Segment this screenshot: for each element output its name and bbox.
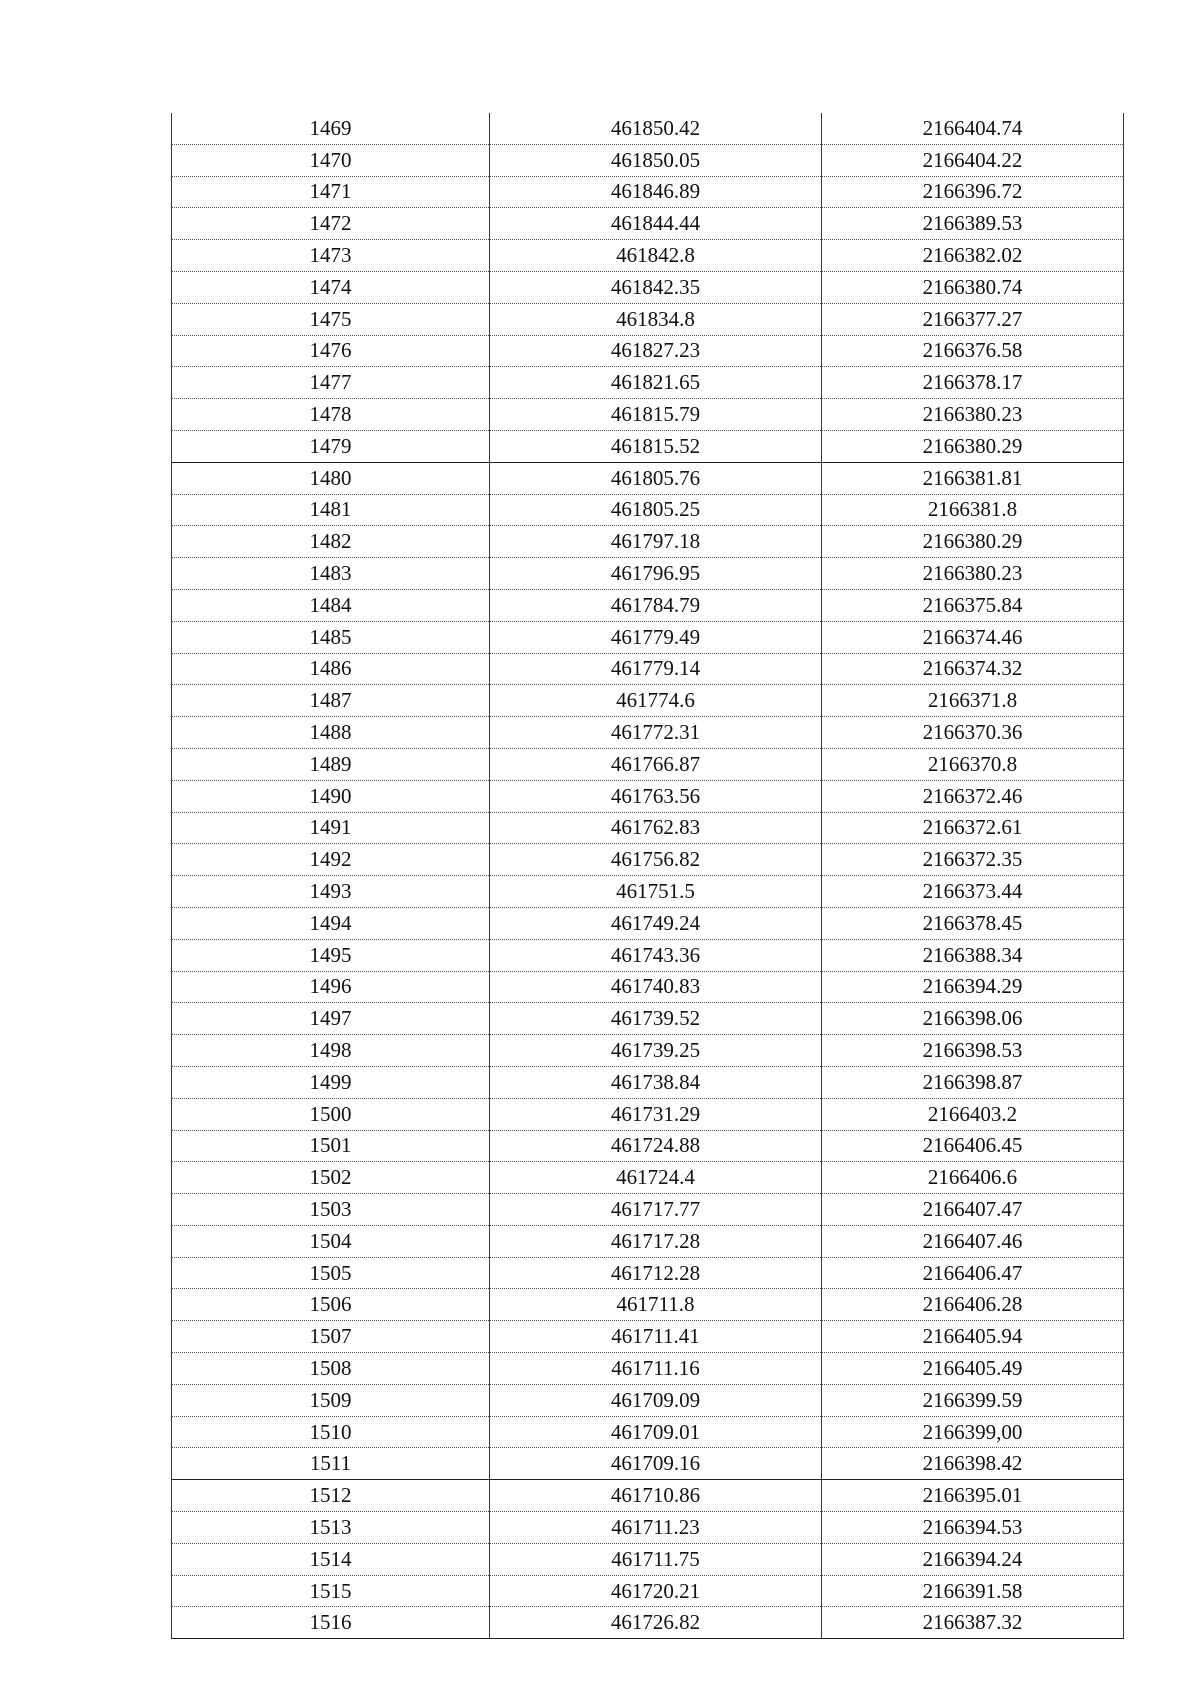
y-coordinate-cell: 2166407.47 bbox=[822, 1194, 1124, 1226]
x-coordinate-cell: 461844.44 bbox=[490, 208, 822, 240]
table-row bbox=[172, 907, 1124, 939]
point-number-cell: 1483 bbox=[172, 558, 490, 590]
point-number-cell: 1484 bbox=[172, 589, 490, 621]
point-number-cell: 1487 bbox=[172, 685, 490, 717]
y-coordinate-cell: 2166398.87 bbox=[822, 1066, 1124, 1098]
y-coordinate-cell: 2166382.02 bbox=[822, 240, 1124, 272]
y-coordinate-cell: 2166399.59 bbox=[822, 1384, 1124, 1416]
table-row bbox=[172, 1353, 1124, 1385]
table-row bbox=[172, 1321, 1124, 1353]
table-row bbox=[172, 1003, 1124, 1035]
x-coordinate-cell: 461711.75 bbox=[490, 1543, 822, 1575]
y-coordinate-cell: 2166398.06 bbox=[822, 1003, 1124, 1035]
y-coordinate-cell: 2166372.46 bbox=[822, 780, 1124, 812]
y-coordinate-cell: 2166380.23 bbox=[822, 399, 1124, 431]
table-row bbox=[172, 717, 1124, 749]
table-row bbox=[172, 176, 1124, 208]
x-coordinate-cell: 461815.52 bbox=[490, 430, 822, 462]
x-coordinate-cell: 461709.16 bbox=[490, 1448, 822, 1480]
x-coordinate-cell: 461762.83 bbox=[490, 812, 822, 844]
point-number-cell: 1490 bbox=[172, 780, 490, 812]
y-coordinate-cell: 2166380.74 bbox=[822, 271, 1124, 303]
point-number-cell: 1491 bbox=[172, 812, 490, 844]
point-number-cell: 1482 bbox=[172, 526, 490, 558]
point-number-cell: 1472 bbox=[172, 208, 490, 240]
x-coordinate-cell: 461739.52 bbox=[490, 1003, 822, 1035]
point-number-cell: 1477 bbox=[172, 367, 490, 399]
point-number-cell: 1516 bbox=[172, 1607, 490, 1639]
y-coordinate-cell: 2166374.32 bbox=[822, 653, 1124, 685]
x-coordinate-cell: 461739.25 bbox=[490, 1035, 822, 1067]
y-coordinate-cell: 2166387.32 bbox=[822, 1607, 1124, 1639]
x-coordinate-cell: 461805.25 bbox=[490, 494, 822, 526]
table-row bbox=[172, 1194, 1124, 1226]
point-number-cell: 1475 bbox=[172, 303, 490, 335]
y-coordinate-cell: 2166404.74 bbox=[822, 113, 1124, 144]
y-coordinate-cell: 2166398.42 bbox=[822, 1448, 1124, 1480]
y-coordinate-cell: 2166405.94 bbox=[822, 1321, 1124, 1353]
point-number-cell: 1510 bbox=[172, 1416, 490, 1448]
point-number-cell: 1504 bbox=[172, 1225, 490, 1257]
table-row bbox=[172, 1448, 1124, 1480]
x-coordinate-cell: 461743.36 bbox=[490, 939, 822, 971]
x-coordinate-cell: 461821.65 bbox=[490, 367, 822, 399]
table-row bbox=[172, 876, 1124, 908]
point-number-cell: 1503 bbox=[172, 1194, 490, 1226]
table-row bbox=[172, 1066, 1124, 1098]
x-coordinate-cell: 461772.31 bbox=[490, 717, 822, 749]
x-coordinate-cell: 461779.14 bbox=[490, 653, 822, 685]
table-row bbox=[172, 430, 1124, 462]
point-number-cell: 1469 bbox=[172, 113, 490, 144]
y-coordinate-cell: 2166388.34 bbox=[822, 939, 1124, 971]
y-coordinate-cell: 2166374.46 bbox=[822, 621, 1124, 653]
table-row bbox=[172, 1225, 1124, 1257]
point-number-cell: 1485 bbox=[172, 621, 490, 653]
x-coordinate-cell: 461751.5 bbox=[490, 876, 822, 908]
y-coordinate-cell: 2166378.45 bbox=[822, 907, 1124, 939]
y-coordinate-cell: 2166406.6 bbox=[822, 1162, 1124, 1194]
y-coordinate-cell: 2166380.23 bbox=[822, 558, 1124, 590]
table-row bbox=[172, 1384, 1124, 1416]
point-number-cell: 1495 bbox=[172, 939, 490, 971]
y-coordinate-cell: 2166394.29 bbox=[822, 971, 1124, 1003]
x-coordinate-cell: 461720.21 bbox=[490, 1575, 822, 1607]
table-row bbox=[172, 748, 1124, 780]
y-coordinate-cell: 2166406.47 bbox=[822, 1257, 1124, 1289]
point-number-cell: 1515 bbox=[172, 1575, 490, 1607]
x-coordinate-cell: 461766.87 bbox=[490, 748, 822, 780]
x-coordinate-cell: 461850.42 bbox=[490, 113, 822, 144]
point-number-cell: 1496 bbox=[172, 971, 490, 1003]
x-coordinate-cell: 461797.18 bbox=[490, 526, 822, 558]
x-coordinate-cell: 461740.83 bbox=[490, 971, 822, 1003]
point-number-cell: 1508 bbox=[172, 1353, 490, 1385]
point-number-cell: 1494 bbox=[172, 907, 490, 939]
x-coordinate-cell: 461779.49 bbox=[490, 621, 822, 653]
y-coordinate-cell: 2166376.58 bbox=[822, 335, 1124, 367]
x-coordinate-cell: 461749.24 bbox=[490, 907, 822, 939]
x-coordinate-cell: 461805.76 bbox=[490, 462, 822, 494]
point-number-cell: 1473 bbox=[172, 240, 490, 272]
point-number-cell: 1502 bbox=[172, 1162, 490, 1194]
y-coordinate-cell: 2166399,00 bbox=[822, 1416, 1124, 1448]
y-coordinate-cell: 2166394.24 bbox=[822, 1543, 1124, 1575]
point-number-cell: 1488 bbox=[172, 717, 490, 749]
y-coordinate-cell: 2166395.01 bbox=[822, 1480, 1124, 1512]
y-coordinate-cell: 2166377.27 bbox=[822, 303, 1124, 335]
y-coordinate-cell: 2166381.8 bbox=[822, 494, 1124, 526]
point-number-cell: 1505 bbox=[172, 1257, 490, 1289]
x-coordinate-cell: 461711.8 bbox=[490, 1289, 822, 1321]
table-row bbox=[172, 208, 1124, 240]
x-coordinate-cell: 461709.09 bbox=[490, 1384, 822, 1416]
point-number-cell: 1497 bbox=[172, 1003, 490, 1035]
table-row bbox=[172, 812, 1124, 844]
point-number-cell: 1493 bbox=[172, 876, 490, 908]
table-row bbox=[172, 271, 1124, 303]
x-coordinate-cell: 461711.41 bbox=[490, 1321, 822, 1353]
coordinates-table-body bbox=[172, 113, 1124, 1639]
table-row bbox=[172, 558, 1124, 590]
table-row bbox=[172, 462, 1124, 494]
x-coordinate-cell: 461756.82 bbox=[490, 844, 822, 876]
table-row bbox=[172, 1543, 1124, 1575]
table-row bbox=[172, 1289, 1124, 1321]
point-number-cell: 1480 bbox=[172, 462, 490, 494]
x-coordinate-cell: 461711.16 bbox=[490, 1353, 822, 1385]
point-number-cell: 1470 bbox=[172, 144, 490, 176]
table-row bbox=[172, 1512, 1124, 1544]
y-coordinate-cell: 2166391.58 bbox=[822, 1575, 1124, 1607]
table-row bbox=[172, 653, 1124, 685]
table-row bbox=[172, 1607, 1124, 1639]
table-row bbox=[172, 1575, 1124, 1607]
x-coordinate-cell: 461717.77 bbox=[490, 1194, 822, 1226]
point-number-cell: 1481 bbox=[172, 494, 490, 526]
x-coordinate-cell: 461724.88 bbox=[490, 1130, 822, 1162]
table-row bbox=[172, 113, 1124, 144]
table-row bbox=[172, 939, 1124, 971]
x-coordinate-cell: 461712.28 bbox=[490, 1257, 822, 1289]
point-number-cell: 1492 bbox=[172, 844, 490, 876]
y-coordinate-cell: 2166405.49 bbox=[822, 1353, 1124, 1385]
y-coordinate-cell: 2166396.72 bbox=[822, 176, 1124, 208]
table-row bbox=[172, 335, 1124, 367]
y-coordinate-cell: 2166398.53 bbox=[822, 1035, 1124, 1067]
x-coordinate-cell: 461834.8 bbox=[490, 303, 822, 335]
x-coordinate-cell: 461709.01 bbox=[490, 1416, 822, 1448]
y-coordinate-cell: 2166373.44 bbox=[822, 876, 1124, 908]
x-coordinate-cell: 461846.89 bbox=[490, 176, 822, 208]
y-coordinate-cell: 2166378.17 bbox=[822, 367, 1124, 399]
y-coordinate-cell: 2166407.46 bbox=[822, 1225, 1124, 1257]
x-coordinate-cell: 461710.86 bbox=[490, 1480, 822, 1512]
point-number-cell: 1514 bbox=[172, 1543, 490, 1575]
y-coordinate-cell: 2166389.53 bbox=[822, 208, 1124, 240]
table-row bbox=[172, 526, 1124, 558]
x-coordinate-cell: 461850.05 bbox=[490, 144, 822, 176]
x-coordinate-cell: 461763.56 bbox=[490, 780, 822, 812]
table-row bbox=[172, 1162, 1124, 1194]
point-number-cell: 1501 bbox=[172, 1130, 490, 1162]
point-number-cell: 1479 bbox=[172, 430, 490, 462]
table-row bbox=[172, 1130, 1124, 1162]
table-row bbox=[172, 589, 1124, 621]
table-row bbox=[172, 144, 1124, 176]
x-coordinate-cell: 461796.95 bbox=[490, 558, 822, 590]
point-number-cell: 1498 bbox=[172, 1035, 490, 1067]
y-coordinate-cell: 2166375.84 bbox=[822, 589, 1124, 621]
x-coordinate-cell: 461827.23 bbox=[490, 335, 822, 367]
table-row bbox=[172, 240, 1124, 272]
point-number-cell: 1513 bbox=[172, 1512, 490, 1544]
y-coordinate-cell: 2166403.2 bbox=[822, 1098, 1124, 1130]
point-number-cell: 1486 bbox=[172, 653, 490, 685]
table-row bbox=[172, 303, 1124, 335]
x-coordinate-cell: 461815.79 bbox=[490, 399, 822, 431]
point-number-cell: 1500 bbox=[172, 1098, 490, 1130]
x-coordinate-cell: 461724.4 bbox=[490, 1162, 822, 1194]
x-coordinate-cell: 461738.84 bbox=[490, 1066, 822, 1098]
table-row bbox=[172, 844, 1124, 876]
table-row bbox=[172, 1480, 1124, 1512]
point-number-cell: 1512 bbox=[172, 1480, 490, 1512]
x-coordinate-cell: 461711.23 bbox=[490, 1512, 822, 1544]
y-coordinate-cell: 2166372.35 bbox=[822, 844, 1124, 876]
y-coordinate-cell: 2166404.22 bbox=[822, 144, 1124, 176]
table-row bbox=[172, 780, 1124, 812]
x-coordinate-cell: 461842.35 bbox=[490, 271, 822, 303]
point-number-cell: 1478 bbox=[172, 399, 490, 431]
table-row bbox=[172, 494, 1124, 526]
y-coordinate-cell: 2166370.8 bbox=[822, 748, 1124, 780]
y-coordinate-cell: 2166372.61 bbox=[822, 812, 1124, 844]
table-row bbox=[172, 1035, 1124, 1067]
table-row bbox=[172, 1098, 1124, 1130]
point-number-cell: 1506 bbox=[172, 1289, 490, 1321]
y-coordinate-cell: 2166406.45 bbox=[822, 1130, 1124, 1162]
table-row bbox=[172, 971, 1124, 1003]
table-row bbox=[172, 1257, 1124, 1289]
x-coordinate-cell: 461784.79 bbox=[490, 589, 822, 621]
table-row bbox=[172, 621, 1124, 653]
y-coordinate-cell: 2166381.81 bbox=[822, 462, 1124, 494]
y-coordinate-cell: 2166406.28 bbox=[822, 1289, 1124, 1321]
x-coordinate-cell: 461717.28 bbox=[490, 1225, 822, 1257]
point-number-cell: 1474 bbox=[172, 271, 490, 303]
y-coordinate-cell: 2166380.29 bbox=[822, 430, 1124, 462]
point-number-cell: 1471 bbox=[172, 176, 490, 208]
x-coordinate-cell: 461731.29 bbox=[490, 1098, 822, 1130]
point-number-cell: 1489 bbox=[172, 748, 490, 780]
point-number-cell: 1509 bbox=[172, 1384, 490, 1416]
table-row bbox=[172, 1416, 1124, 1448]
y-coordinate-cell: 2166371.8 bbox=[822, 685, 1124, 717]
point-number-cell: 1511 bbox=[172, 1448, 490, 1480]
point-number-cell: 1476 bbox=[172, 335, 490, 367]
coordinates-table bbox=[171, 113, 1124, 1639]
table-row bbox=[172, 399, 1124, 431]
y-coordinate-cell: 2166394.53 bbox=[822, 1512, 1124, 1544]
y-coordinate-cell: 2166380.29 bbox=[822, 526, 1124, 558]
x-coordinate-cell: 461842.8 bbox=[490, 240, 822, 272]
y-coordinate-cell: 2166370.36 bbox=[822, 717, 1124, 749]
point-number-cell: 1499 bbox=[172, 1066, 490, 1098]
x-coordinate-cell: 461726.82 bbox=[490, 1607, 822, 1639]
point-number-cell: 1507 bbox=[172, 1321, 490, 1353]
table-row bbox=[172, 367, 1124, 399]
table-row bbox=[172, 685, 1124, 717]
x-coordinate-cell: 461774.6 bbox=[490, 685, 822, 717]
